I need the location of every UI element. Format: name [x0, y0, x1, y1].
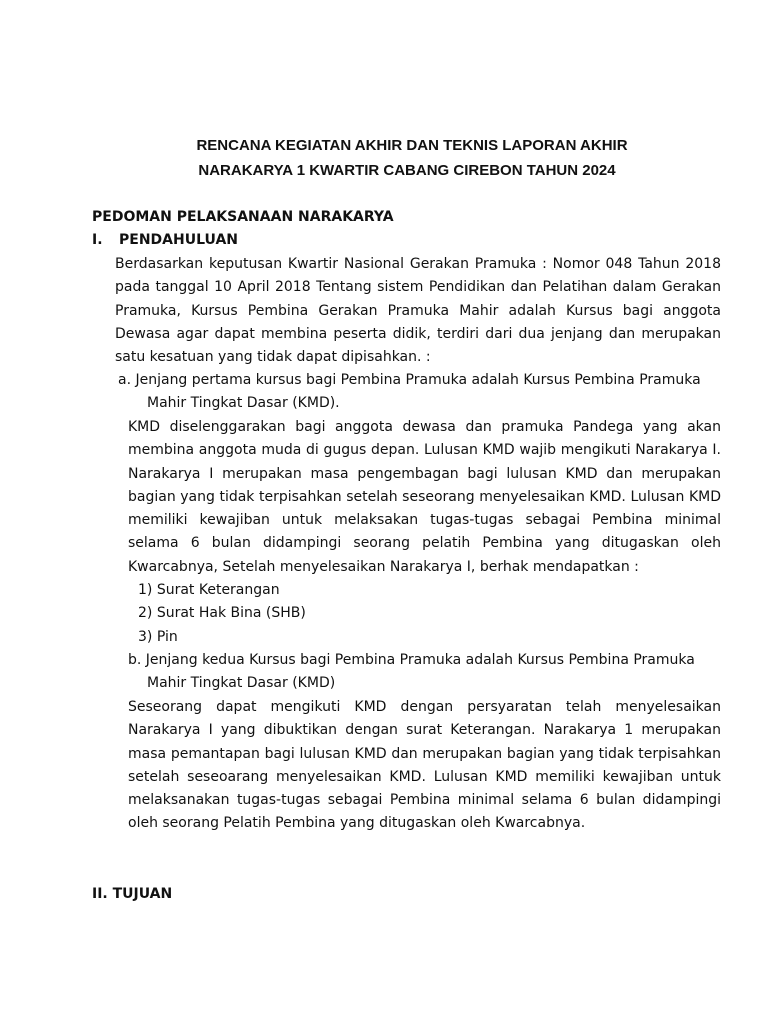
- list-item-a-label: a. Jenjang pertama kursus bagi Pembina Pramuka adalah Kursus Pembina Pramuka: [118, 372, 701, 388]
- item-a-body-paragraph: KMD diselenggarakan bagi anggota dewasa dan pramuka Pandega yang akan membina anggota muda di gugus depan. Lulusan KMD wajib mengikuti Narakarya I. Narakarya I merupakan masa pengembagan bagi lulusan KMD dan merupakan bagian yang tidak terpisahkan setelah seseorang menyelesaikan KMD. Lulusan KMD memiliki kewajiban untuk melaksakan tugas-tugas sebagai Pembina minimal selama 6 bulan didampingi seorang pelatih Pembina yang ditugaskan oleh Kwarcabnya, Setelah menyelesaikan Narakarya I, berhak mendapatkan :: [128, 419, 721, 575]
- section-1-heading: [92, 232, 238, 248]
- section-1-intro-paragraph: Berdasarkan keputusan Kwartir Nasional Gerakan Pramuka : Nomor 048 Tahun 2018 pada tanggal 10 April 2018 Tentang sistem Pendidikan dan Pelatihan dalam Gerakan Pramuka, Kursus Pembina Gerakan Pramuka Mahir adalah Kursus bagi anggota Dewasa agar dapat membina peserta didik, terdiri dari dua jenjang dan merupakan satu kesatuan yang tidak dapat dipisahkan. :: [115, 256, 721, 365]
- entitlements-list: [138, 579, 306, 649]
- list-item-a-continuation: Mahir Tingkat Dasar (KMD).: [147, 395, 340, 412]
- list-item: 2) Surat Hak Bina (SHB): [138, 605, 306, 622]
- document-title-line-2: NARAKARYA 1 KWARTIR CABANG CIREBON TAHUN 2024: [198, 162, 616, 179]
- item-b-body-paragraph: Seseorang dapat mengikuti KMD dengan persyaratan telah menyelesaikan Narakarya I yang dibuktikan dengan surat Keterangan. Narakarya 1 merupakan masa pemantapan bagi lulusan KMD dan merupakan bagian yang tidak terpisahkan setelah seseoarang menyelesaikan KMD. Lulusan KMD memiliki kewajiban untuk melaksanakan tugas-tugas sebagai Pembina minimal selama 6 bulan didampingi oleh seorang Pelatih Pembina yang ditugaskan oleh Kwarcabnya.: [128, 699, 721, 832]
- section-1-title: PENDAHULUAN: [119, 232, 238, 248]
- list-item-b-label: b. Jenjang kedua Kursus bagi Pembina Pramuka adalah Kursus Pembina Pramuka: [128, 652, 695, 668]
- list-item-b-continuation: Mahir Tingkat Dasar (KMD): [147, 675, 336, 692]
- document-title-line-1: RENCANA KEGIATAN AKHIR DAN TEKNIS LAPORAN AKHIR: [196, 137, 628, 154]
- list-item-b: [128, 649, 721, 696]
- guide-heading: PEDOMAN PELAKSANAAN NARAKARYA: [92, 209, 394, 225]
- section-2-heading: II. TUJUAN: [92, 886, 173, 902]
- section-1-number: I.: [92, 232, 103, 248]
- list-item: 1) Surat Keterangan: [138, 582, 280, 598]
- list-item-a: [118, 369, 721, 416]
- list-item: 3) Pin: [138, 628, 178, 645]
